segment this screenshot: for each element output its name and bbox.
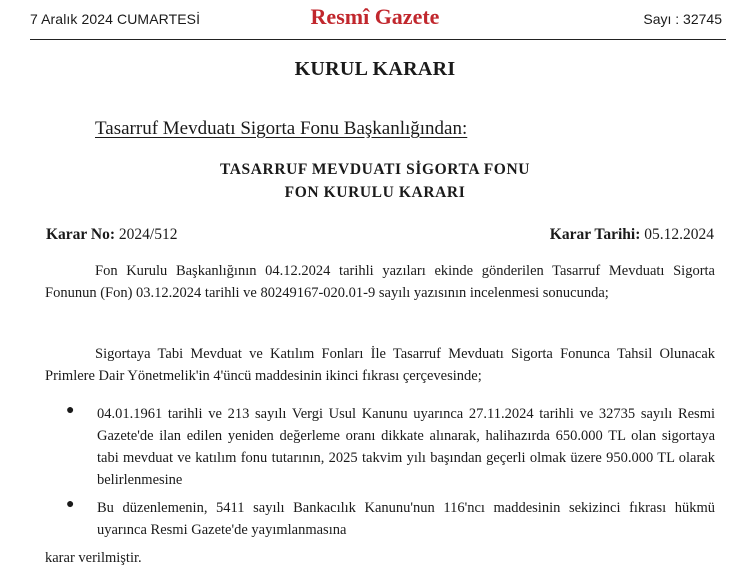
bullet-item-1: 04.01.1961 tarihli ve 213 sayılı Vergi Usul Kanunu uyarınca 27.11.2024 tarihli ve 32735 sayılı Resmi Gazete'de ilan edilen yeniden değerleme oranı dikkate alınarak, halihazırda 650.000 TL olan sigortaya tabi mevduat ve katılım fonu tutarının, 2025 takvim yılı başından geçerli olmak üzere 950.000 TL olarak belirlenmesine: [97, 406, 715, 488]
decision-number: [46, 226, 177, 244]
decision-number-label: Karar No:: [46, 226, 116, 243]
paragraph-1: Fon Kurulu Başkanlığının 04.12.2024 tarihli yazıları ekinde gönderilen Tasarruf Mevduatı Sigorta Fonunun (Fon) 03.12.2024 tarihli ve 80249167-020.01-9 sayılı yazısının incelenmesi sonucunda;: [45, 263, 715, 301]
decision-number-value: 2024/512: [118, 226, 178, 243]
decision-heading-line1: TASARRUF MEVDUATI SİGORTA FONU: [219, 161, 531, 178]
closing-line: karar verilmiştir.: [45, 550, 142, 566]
bullet-icon: ●: [66, 497, 75, 512]
issuer-line: Tasarruf Mevduatı Sigorta Fonu Başkanlığından:: [95, 118, 468, 139]
header-divider: [30, 39, 726, 40]
bullet-icon: ●: [66, 403, 75, 418]
decision-heading-line2: FON KURULU KARARI: [284, 184, 466, 201]
bullet-item-2: Bu düzenlemenin, 5411 sayılı Bankacılık Kanunu'nun 116'ncı maddesinin sekizinci fıkrası hükmü uyarınca Resmi Gazete'de yayımlanmasına: [97, 500, 715, 538]
section-title: KURUL KARARI: [294, 58, 456, 80]
paragraph-2: Sigortaya Tabi Mevduat ve Katılım Fonları İle Tasarruf Mevduatı Sigorta Fonunca Tahsil Olunacak Primlere Dair Yönetmelik'in 4'üncü maddesinin ikinci fıkrası çerçevesinde;: [45, 346, 715, 384]
gazette-name: Resmî Gazete: [310, 4, 440, 29]
gazette-date: 7 Aralık 2024 CUMARTESİ: [30, 11, 201, 27]
decision-date-label: Karar Tarihi:: [549, 226, 641, 243]
issue-number: Sayı : 32745: [643, 11, 722, 27]
decision-date-value: 05.12.2024: [644, 226, 714, 243]
decision-date: [550, 226, 714, 244]
